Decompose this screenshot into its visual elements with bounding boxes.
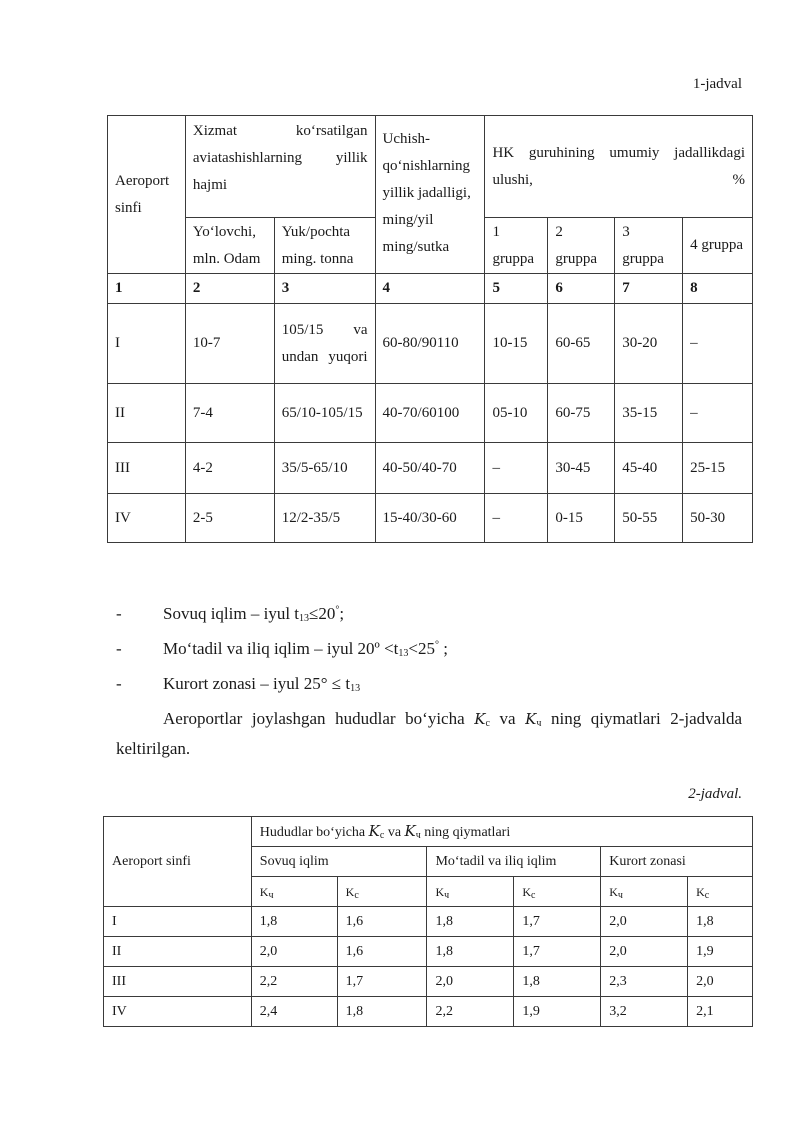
table-cell: 1,9 xyxy=(514,997,601,1027)
header-gruppa-4: 4 gruppa xyxy=(683,218,753,274)
table-cell: 10-15 xyxy=(485,304,548,384)
header-k-label: $K_ч$ xyxy=(427,877,514,907)
list-item xyxy=(116,631,742,666)
column-number: 8 xyxy=(683,274,753,304)
table-cell: 2,3 xyxy=(601,967,688,997)
header-aeroport-sinfi: Aeroport sinfi xyxy=(104,817,252,907)
table-cell: 12/2-35/5 xyxy=(274,494,375,543)
list-text: Mo‘tadil va iliq iqlim – iyul 20º $<t_{13}<25^\circ$ ; xyxy=(163,638,448,659)
header-gruppa-1: 1 gruppa xyxy=(485,218,548,274)
table-cell: 1,9 xyxy=(688,937,753,967)
table-cell: 40-50/40-70 xyxy=(375,443,485,494)
table-cell: 65/10-105/15 xyxy=(274,384,375,443)
table-cell: 50-55 xyxy=(615,494,683,543)
table-cell: 1,7 xyxy=(514,907,601,937)
table-row xyxy=(104,907,753,937)
table-cell: 7-4 xyxy=(185,384,274,443)
list-text: Kurort zonasi – iyul $25^\circ \le t_{13}$ xyxy=(163,673,361,694)
table-cell: 0-15 xyxy=(548,494,615,543)
table-cell: 10-7 xyxy=(185,304,274,384)
list-item xyxy=(116,596,742,631)
column-number: 6 xyxy=(548,274,615,304)
table-cell: 35-15 xyxy=(615,384,683,443)
table-cell: 50-30 xyxy=(683,494,753,543)
climate-list xyxy=(116,596,742,701)
table-cell: 2-5 xyxy=(185,494,274,543)
header-sovuq-iqlim: Sovuq iqlim xyxy=(251,847,427,877)
header-motadil-iqlim: Mo‘tadil va iliq iqlim xyxy=(427,847,601,877)
table-cell: 35/5-65/10 xyxy=(274,443,375,494)
table-row xyxy=(104,997,753,1027)
header-k-label: $K_ч$ xyxy=(601,877,688,907)
column-number: 4 xyxy=(375,274,485,304)
column-number: 1 xyxy=(108,274,186,304)
table-cell: I xyxy=(104,907,252,937)
list-dash: - xyxy=(116,673,122,693)
header-yuk-pochta: Yuk/pochta ming. tonna xyxy=(274,218,375,274)
header-gruppa-2: 2 gruppa xyxy=(548,218,615,274)
table-cell: 15-40/30-60 xyxy=(375,494,485,543)
table-cell: 1,6 xyxy=(337,907,427,937)
table-cell: 4-2 xyxy=(185,443,274,494)
table-cell: 3,2 xyxy=(601,997,688,1027)
coefficient-table xyxy=(103,816,753,1027)
table-cell: 25-15 xyxy=(683,443,753,494)
table-cell: 05-10 xyxy=(485,384,548,443)
header-k-label: $K_c$ xyxy=(688,877,753,907)
list-item xyxy=(116,666,742,701)
body-paragraph: Aeroportlar joylashgan hududlar bo‘yicha $K_c$ va $K_ч$ ning qiymatlari 2-jadvalda keltirilgan. xyxy=(116,709,743,758)
table-cell: III xyxy=(108,443,186,494)
table-cell: 2,0 xyxy=(688,967,753,997)
table-cell: 45-40 xyxy=(615,443,683,494)
table-cell: 2,0 xyxy=(601,937,688,967)
header-k-label: $K_c$ xyxy=(514,877,601,907)
table-cell: 1,8 xyxy=(337,997,427,1027)
table-cell: – xyxy=(683,304,753,384)
header-kurort-zonasi: Kurort zonasi xyxy=(601,847,753,877)
table-cell: I xyxy=(108,304,186,384)
table-row xyxy=(108,443,753,494)
table-cell: 2,0 xyxy=(427,967,514,997)
table-cell: IV xyxy=(104,997,252,1027)
column-number-row xyxy=(108,274,753,304)
table-cell: 1,8 xyxy=(514,967,601,997)
table-cell: 60-65 xyxy=(548,304,615,384)
header-region-values: Hududlar bo‘yicha $K_c$ va $K_ч$ ning qiymatlari xyxy=(251,817,752,847)
table-cell: 1,7 xyxy=(337,967,427,997)
table-row xyxy=(104,937,753,967)
column-number: 7 xyxy=(615,274,683,304)
table-cell: 2,4 xyxy=(251,997,337,1027)
table-row xyxy=(108,384,753,443)
header-k-label: $K_c$ xyxy=(337,877,427,907)
header-uchish: Uchish-qo‘nishlarning yillik jadalligi, ming/yil ming/sutka xyxy=(375,116,485,274)
header-xizmat: Xizmat ko‘rsatilgan aviatashishlarning yillik hajmi xyxy=(185,116,375,218)
table-cell: 1,8 xyxy=(251,907,337,937)
table-cell: 2,2 xyxy=(251,967,337,997)
list-dash: - xyxy=(116,638,122,658)
table-cell: 2,2 xyxy=(427,997,514,1027)
table-cell: 2,0 xyxy=(251,937,337,967)
column-number: 5 xyxy=(485,274,548,304)
table2-caption: 2-jadval. xyxy=(688,786,742,802)
column-number: 3 xyxy=(274,274,375,304)
header-gruppa-3: 3 gruppa xyxy=(615,218,683,274)
table-cell: 1,8 xyxy=(427,937,514,967)
table-cell: – xyxy=(485,443,548,494)
table-cell: IV xyxy=(108,494,186,543)
list-dash: - xyxy=(116,603,122,623)
airport-class-table xyxy=(107,115,753,543)
table-cell: 60-80/90110 xyxy=(375,304,485,384)
table-cell: 40-70/60100 xyxy=(375,384,485,443)
table-cell: 30-45 xyxy=(548,443,615,494)
table-cell: II xyxy=(104,937,252,967)
table-cell: 2,0 xyxy=(601,907,688,937)
table-cell: 1,6 xyxy=(337,937,427,967)
table-cell: 2,1 xyxy=(688,997,753,1027)
table-row xyxy=(108,304,753,384)
table-cell: 30-20 xyxy=(615,304,683,384)
table-cell: – xyxy=(485,494,548,543)
header-aeroport-sinfi: Aeroport sinfi xyxy=(108,116,186,274)
table-cell: 1,7 xyxy=(514,937,601,967)
table-row xyxy=(108,494,753,543)
table-row xyxy=(104,967,753,997)
table-cell: 1,8 xyxy=(427,907,514,937)
table1-caption: 1-jadval xyxy=(692,76,742,92)
table-cell: 1,8 xyxy=(688,907,753,937)
table-cell: III xyxy=(104,967,252,997)
header-hk-ulushi: HK guruhining umumiy jadallikdagi ulushi, % xyxy=(485,116,753,218)
header-k-label: $K_ч$ xyxy=(251,877,337,907)
table-cell: 60-75 xyxy=(548,384,615,443)
column-number: 2 xyxy=(185,274,274,304)
list-text: Sovuq iqlim – iyul $t_{13}\le 20^\circ$; xyxy=(163,603,345,624)
table-cell: II xyxy=(108,384,186,443)
table-cell: 105/15 va undan yuqori xyxy=(274,304,375,384)
header-yolovchi: Yo‘lovchi, mln. Odam xyxy=(185,218,274,274)
table-cell: – xyxy=(683,384,753,443)
